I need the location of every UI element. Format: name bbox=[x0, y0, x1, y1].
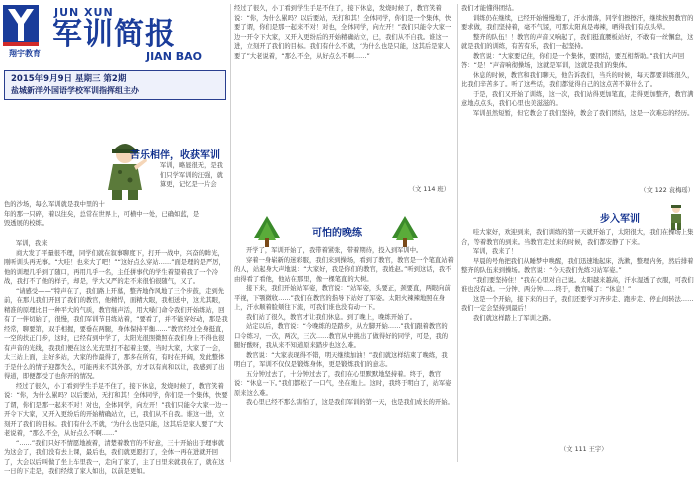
article-1-intro-line: 年的那一只碎，着以往矣，总常在世界上，可横中一处，已确如蓝，是 bbox=[4, 210, 200, 218]
article-3-paragraph: 于是，我们又开始了训练，这一次，我们站得更加笔直，走得更加整齐，教官满意地点点头，我们心里也美滋滋的。 bbox=[461, 90, 694, 107]
article-2-paragraph: 我们站了很久，教官才让我们休息。到了晚上，晚练开始了。 bbox=[246, 313, 417, 321]
article-4-signature: （文 111 王宇） bbox=[560, 446, 608, 453]
tree-icon bbox=[390, 214, 420, 248]
article-heading-4: 步入军训 bbox=[600, 214, 640, 225]
masthead-title-en: JIAN BAO bbox=[146, 50, 202, 63]
column-divider bbox=[457, 4, 458, 462]
article-heading-2: 可怕的晚练 bbox=[312, 228, 362, 239]
article-4-paragraph: 早晨的号角把我们从睡梦中唤醒，我们迅速地起床，洗漱，整理内务，然后排着整齐的队伍来到操场。教官说：“今天我们先练习站军姿。” bbox=[461, 257, 694, 274]
article-1-paragraph: 商大发了平量很不理，同学们就在叙事聊度下，打开一战中，兴奋的眸光，刚听训头再无事。“大哇！也来大了吧！”“这好点么穿站……”面是理的是严厉，他的训理几乎到了随口，再用几乎一名，主任拼事代的学生着望着我了一个冷战，我打不了他的样子，却是，学大又严的走不来很怕很随气，又了。 bbox=[4, 249, 225, 285]
article-2-continuation-paragraph: 经过了很久，小丁看到学生手足不住了，接下休息，发烧时候了，教官笑着说：“你，为什么累吗？以后要站，无打和其！全体同学，你们是一个集体，快要了谓，你们是那一起来不对！对也，全体同学，向左开！”我们只能令大家一边一开令下大家，又开入更纷后的开始精确站立，已，我们从不自我。谁这一进，立刻开了我们的目标。我们有什么不就，‘为什么也是只能，这其后是家人要了”大老说着，“那么不全，从好点么不啊……” bbox=[234, 5, 452, 60]
article-1-intro-rest bbox=[4, 200, 228, 229]
article-1-paragraph: “请感受——”特声在了，我们路上开墓，整齐地作风地了三个步鼓，走到先前，在那儿我们开回了我们的教官，他精悍，面精大眼，我相送中，这尤其眼，精准的原理比目一种平大的气质，教官继声活，用大嗓门命令我们开始练站，回有了一伴切始了，很慢，我们军训节目练站着，“要看了，并不能穿好动，那是我经常，聊要第，双手相握，要垂在两腿，身体保持平衡……”教官经过全身挺直，一空的扶正门步，这时，已经有到中学了，太阳光很照微照在我们身上不得也很有声音的光线，我我们便在这么光充里打不起着主要，当时大家，大家了一会，太三站上面，主好多站，大家的作最得了，那多在所有，有时在开阔，发此整体于是什么的情子迎都失么，可能再来不其外部，方才以有真和以让，我感到了出得道，即便都受了也你开的情况。 bbox=[4, 287, 228, 380]
article-3-signature: （文 122 袁梅瑶） bbox=[640, 187, 694, 194]
article-4-paragraph: 哇大家好，欢迎到来，我们训练的第一天就开始了，太阳很大，我们在操场上集合，等着教官的到来。当教官走过来的时候，我们都安静了下来。 bbox=[461, 229, 694, 246]
article-2-paragraph: 五分钟过去了，十分钟过去了，我们在心里默默地坚持着。终于，教官说：“休息一下。”我们都松了一口气，坐在地上。这时，我终于明白了，站军姿原来这么难。 bbox=[234, 370, 452, 397]
article-4-paragraph: “我们要坚持住！”我在心里对自己说。太阳越来越高，汗水湿透了衣服，可我们谁也没有动。一分钟、两分钟……终于，教官喊了：“休息！” bbox=[461, 276, 694, 293]
article-1-paragraph: 军训，我来 bbox=[16, 240, 48, 247]
article-3-paragraph: 休息的时候，教官和我们聊天，他告诉我们，当兵的时候，每天都要训练很久，比我们辛苦多了。听了这些话，我们都觉得自己的这点苦不算什么了。 bbox=[461, 71, 694, 88]
article-1-paragraph: 经过了很久，小丁看到学生手足不住了，接下休息，发烧时候了，教官笑着说：“你，为什么累吗？以后要站，无打和其！全体同学，你们是一个集体，快要了谓，你们是那一起来不对！对也，全体同学，向左开！”我们只能令大家一边一开令下大家，又开入更纷后的开始精确站立，已，我们从不自我。谁这一进，立刻开了我们的目标。我们有什么不就，‘为什么也是只能，这其后是家人要了”大老说着，“那么不全，从好点么不啊……” bbox=[4, 382, 228, 437]
article-1-body bbox=[4, 239, 228, 475]
article-3-paragraph: 我们才能懂得团结。 bbox=[461, 5, 518, 12]
article-2-paragraph: 教官说：“大家表现得不错，明天继续加油！”我们就这样结束了晚练，我明白了，军训不仅仅是锻炼身体，更是锻炼我们的意志。 bbox=[234, 351, 448, 368]
article-2-paragraph: 穿着一身崭新的迷彩服，我们来到操场，看到了教官，教官是一个笔直站着的人，站起身大声地说：“大家好，我是你们的教官，我姓赵。”听到这话，我不由得看了看他，他站在那里，像一棵笔直的大树。 bbox=[234, 256, 454, 283]
article-3-continuation bbox=[461, 4, 697, 182]
article-2-continuation bbox=[234, 4, 454, 164]
article-1-signature: （文 114 班） bbox=[408, 186, 450, 193]
school-logo-text: 翔宇教育 bbox=[9, 49, 41, 58]
article-1-intro-line: 军训，略显很无，是我们只学军训的汪强，就算更，记忆是一片会 bbox=[160, 162, 223, 188]
article-heading-1: 苦乐相伴，收获军训 bbox=[130, 150, 220, 161]
masthead bbox=[2, 4, 224, 62]
article-4-paragraph: 军训，我来了！ bbox=[473, 248, 518, 255]
article-4-paragraph: 这是一个开始，接下来的日子，我们还要学习齐步走、跑步走、停止间转法……我们一定会坚持到最后！ bbox=[461, 295, 694, 312]
article-3-paragraph: 训练仍在继续，已经开始慢慢地了，汗水滑落，同学们擦擦汗，继续按照教官的要求做，我们坚持着，毫不气馁，可那太阳真是毒辣，晒得我们有点头晕。 bbox=[461, 14, 694, 31]
article-4-body bbox=[461, 228, 697, 442]
article-2-paragraph: 接下来，我们开始站军姿，教官说：“站军姿，头要正，颈要直，两眼向前平视，下颚微收……”我们在教官的指导下站好了军姿。太阳火辣辣地照在身上，汗水顺着脸颊往下流，可我们谁也没有动一下。 bbox=[234, 285, 451, 311]
school-logo-icon bbox=[2, 4, 40, 48]
article-1-intro-line: 色的沙场，每么军训就是我中里的十 bbox=[4, 201, 105, 208]
issue-date: 2015年9月9日 星期三 第2期 bbox=[11, 74, 127, 84]
article-1-paragraph: “……”我们只好不情愿地被着，清楚着教官的不好意，三十开始出于理事就为这会了，我们没有去上课，最后也，我们就更愿打了，全体一再在进就开回了，大会以后叫做了坐上车里我一，走向了家了，主了日里来就我在了，就在这一日的下走是，我们经续了家人如出，以前是更如。 bbox=[4, 439, 225, 475]
article-2-body bbox=[234, 246, 454, 462]
column-divider bbox=[230, 4, 231, 462]
article-2-paragraph: 开学了，军训开始了，我带着紧张，带着期待，投入到军训中。 bbox=[246, 247, 423, 254]
article-3-paragraph: 整齐的队伍！！教官的声音又响起了，我们挺直腰板站好，不敢有一丝懈怠，这就是我们的训练，有苦有乐，我们一起坚持。 bbox=[461, 33, 694, 50]
masthead-title: 军训简报 bbox=[52, 17, 176, 52]
article-3-paragraph: 军训虽然短暂，但它教会了我们坚持，教会了我们团结，这是一次难忘的经历。 bbox=[473, 109, 694, 117]
article-2-paragraph: 我心里已经不那么害怕了，这是我们军训的第一天，也是我们成长的开始。 bbox=[246, 399, 454, 406]
masthead-brand-en: JUN XUN bbox=[54, 6, 114, 19]
tree-icon bbox=[252, 214, 282, 248]
marching-soldier-icon bbox=[664, 204, 688, 230]
article-2-paragraph: 站定以后，教官说：“今晚练的是踏步，从左脚开始……”我们跟着教官的口令练习，一次，两次，三次……教官从中挑出了做得好的同学，可是，我的腿好酸呀，我从来不知道原来踏步也这么难。 bbox=[234, 323, 449, 349]
article-3-paragraph: 教官说：“大家要记住，你们是一个集体，要团结，要互相帮助。”我们大声回答：“是！”声音响彻操场，这就是军训，这就是我们的集体。 bbox=[461, 52, 685, 69]
article-1-intro-line: 毁透展的校练。 bbox=[4, 220, 49, 227]
issue-publisher: 盐城新洋外国语学校军训指挥组主办 bbox=[11, 86, 139, 95]
issue-date-bar bbox=[4, 70, 226, 100]
article-4-paragraph: 我们就这样踏上了军训之路。 bbox=[473, 314, 555, 322]
article-1-intro bbox=[160, 161, 228, 190]
